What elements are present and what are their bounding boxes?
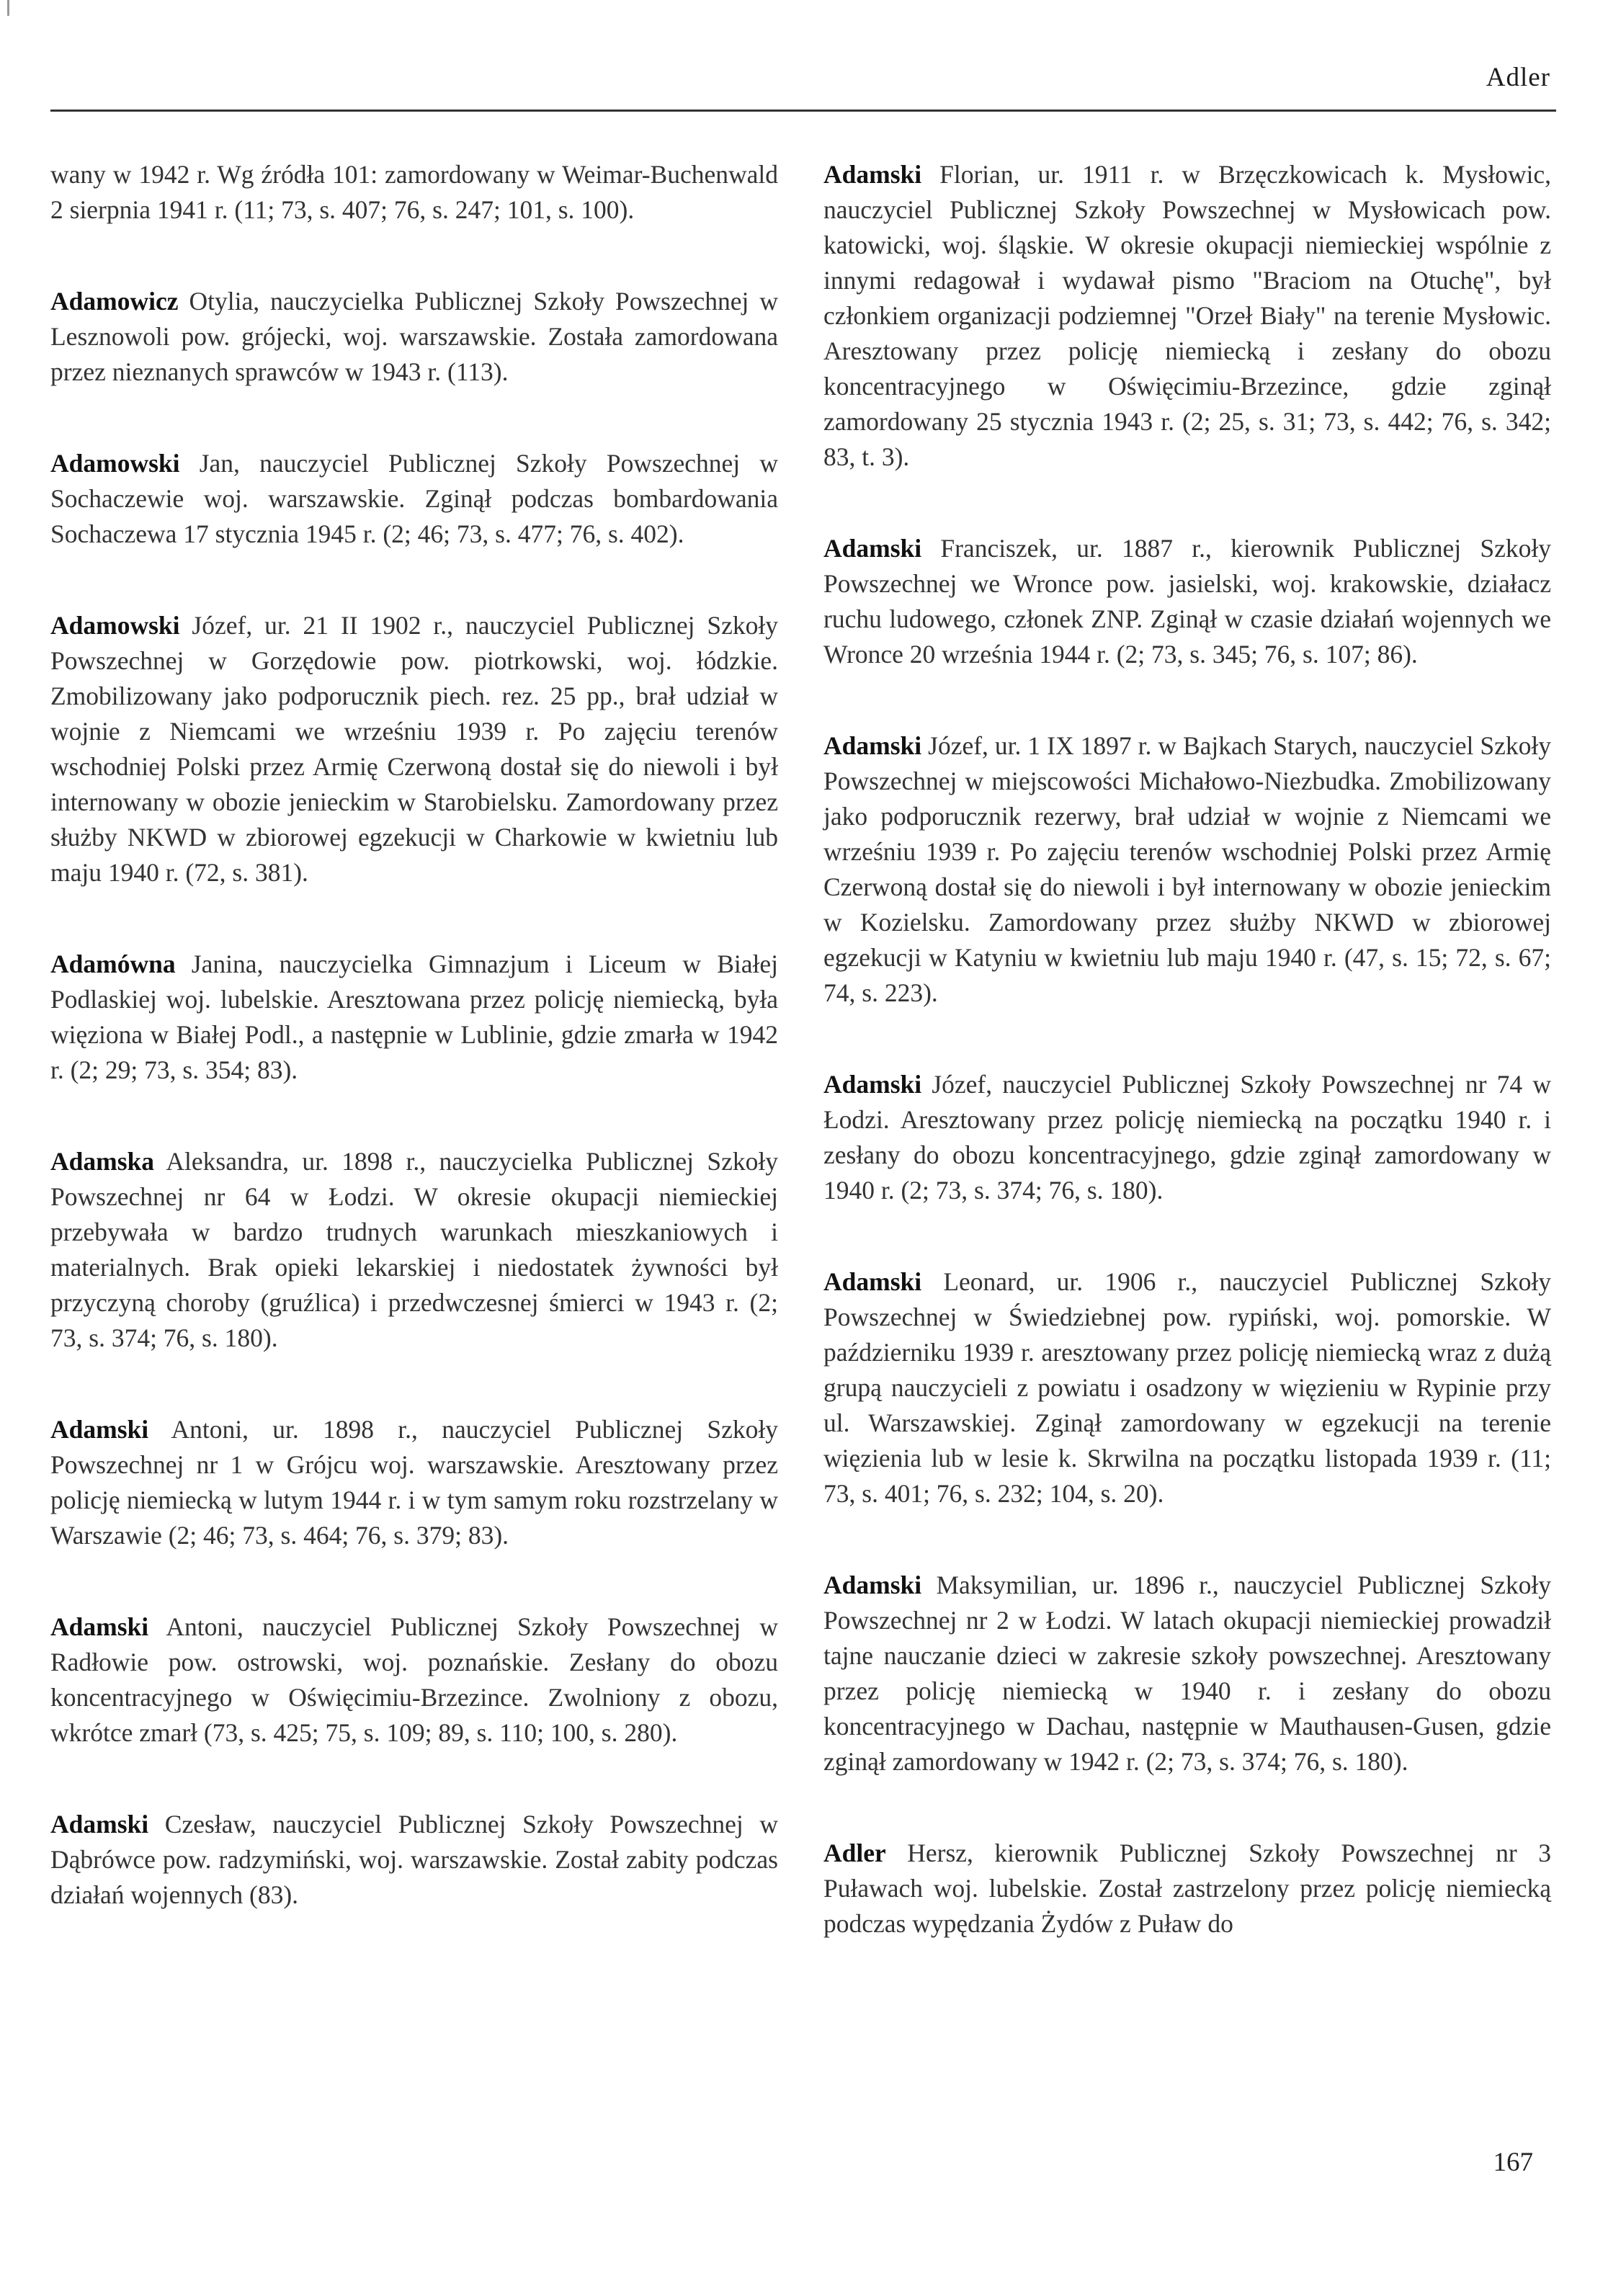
entry-text: Aleksandra, ur. 1898 r., nauczycielka Publicznej Szkoły Powszechnej nr 64 w Łodzi. W okresie okupacji niemieckiej przebywała w bardzo trudnych warunkach mieszkaniowych i materialnych. Brak opieki lekarskiej i niedostatek żywności był przyczyną choroby (gruźlica) i przedwczesnej śmierci w 1943 r. (2; 73, s. 374; 76, s. 180). bbox=[50, 1147, 778, 1352]
left-column bbox=[50, 157, 778, 1969]
entry-text: Janina, nauczycielka Gimnazjum i Liceum w Białej Podlaskiej woj. lubelskie. Aresztowana przez policję niemiecką, była więziona w Białej Podl., a następnie w Lublinie, gdzie zmarła w 1942 r. (2; 29; 73, s. 354; 83). bbox=[50, 950, 778, 1084]
entry-text: Hersz, kierownik Publicznej Szkoły Powszechnej nr 3 Puławach woj. lubelskie. Został zastrzelony przez policję niemiecką podczas wypędzania Żydów z Puław do bbox=[823, 1839, 1551, 1938]
entry-surname: Adamówna bbox=[50, 950, 176, 978]
entry-surname: Adamski bbox=[823, 1267, 922, 1296]
running-head: Adler bbox=[1486, 63, 1550, 92]
entry bbox=[50, 608, 778, 890]
page-number: 167 bbox=[1493, 2148, 1533, 2177]
entry bbox=[50, 1412, 778, 1553]
entry bbox=[50, 284, 778, 390]
entry bbox=[823, 1264, 1551, 1511]
entry bbox=[50, 1144, 778, 1356]
entry-surname: Adamowski bbox=[50, 611, 180, 640]
entry-text: Antoni, nauczyciel Publicznej Szkoły Powszechnej w Radłowie pow. ostrowski, woj. poznańskie. Zesłany do obozu koncentracyjnego w Oświęcimiu-Brzezince. Zwolniony z obozu, wkrótce zmarł (73, s. 425; 75, s. 109; 89, s. 110; 100, s. 280). bbox=[50, 1612, 778, 1747]
entry-text: wany w 1942 r. Wg źródła 101: zamordowany w Weimar-Buchenwald 2 sierpnia 1941 r. (11; 73, s. 407; 76, s. 247; 101, s. 100). bbox=[50, 160, 778, 224]
entry bbox=[50, 1807, 778, 1913]
scan-edge-mark bbox=[7, 0, 9, 16]
entry-surname: Adamski bbox=[823, 160, 922, 189]
entry-surname: Adamski bbox=[823, 534, 922, 563]
entry-surname: Adamski bbox=[823, 1070, 922, 1099]
entry-text: Leonard, ur. 1906 r., nauczyciel Publicznej Szkoły Powszechnej w Świedziebnej pow. rypiński, woj. pomorskie. W październiku 1939 r. aresztowany przez policję niemiecką wraz z dużą grupą nauczycieli z powiatu i osadzony w więzieniu w Rypinie przy ul. Warszawskiej. Zginął zamordowany w egzekucji na terenie więzienia lub w lesie k. Skrwilna na początku listopada 1939 r. (11; 73, s. 401; 76, s. 232; 104, s. 20). bbox=[823, 1267, 1551, 1508]
entry bbox=[50, 446, 778, 552]
entry bbox=[823, 1836, 1551, 1942]
entry-surname: Adamski bbox=[50, 1810, 149, 1839]
entry bbox=[823, 157, 1551, 475]
entry-surname: Adamski bbox=[823, 731, 922, 760]
entry-surname: Adamski bbox=[50, 1415, 149, 1444]
entry-text: Czesław, nauczyciel Publicznej Szkoły Powszechnej w Dąbrówce pow. radzymiński, woj. warszawskie. Został zabity podczas działań wojennych (83). bbox=[50, 1810, 778, 1909]
entry-surname: Adamowicz bbox=[50, 287, 179, 316]
entry-text: Franciszek, ur. 1887 r., kierownik Publicznej Szkoły Powszechnej we Wronce pow. jasielski, woj. krakowskie, działacz ruchu ludowego, członek ZNP. Zginął w czasie działań wojennych we Wronce 20 września 1944 r. (2; 73, s. 345; 76, s. 107; 86). bbox=[823, 534, 1551, 669]
entry-text: Jan, nauczyciel Publicznej Szkoły Powszechnej w Sochaczewie woj. warszawskie. Zginął podczas bombardowania Sochaczewa 17 stycznia 1945 r. (2; 46; 73, s. 477; 76, s. 402). bbox=[50, 449, 778, 548]
right-column bbox=[823, 157, 1551, 1998]
entry-text: Antoni, ur. 1898 r., nauczyciel Publicznej Szkoły Powszechnej nr 1 w Grójcu woj. warszawskie. Aresztowany przez policję niemiecką w lutym 1944 r. i w tym samym roku rozstrzelany w Warszawie (2; 46; 73, s. 464; 76, s. 379; 83). bbox=[50, 1415, 778, 1550]
entry-surname: Adamski bbox=[823, 1571, 922, 1599]
header-rule bbox=[50, 110, 1556, 112]
entry bbox=[823, 531, 1551, 672]
entry-surname: Adler bbox=[823, 1839, 886, 1867]
entry-text: Maksymilian, ur. 1896 r., nauczyciel Publicznej Szkoły Powszechnej nr 2 w Łodzi. W latach okupacji niemieckiej prowadził tajne nauczanie dzieci w zakresie szkoły powszechnej. Aresztowany przez policję niemiecką w 1940 r. i zesłany do obozu koncentracyjnego w Dachau, następnie w Mauthausen-Gusen, gdzie zginął zamordowany w 1942 r. (2; 73, s. 374; 76, s. 180). bbox=[823, 1571, 1551, 1776]
entry-text: Józef, ur. 1 IX 1897 r. w Bajkach Starych, nauczyciel Szkoły Powszechnej w miejscowości Michałowo-Niezbudka. Zmobilizowany jako podporucznik rezerwy, brał udział w wojnie z Niemcami we wrześniu 1939 r. Po zajęciu terenów wschodniej Polski przez Armię Czerwoną dostał się do niewoli i był internowany w obozie jenieckim w Kozielsku. Zamordowany przez służby NKWD w zbiorowej egzekucji w Katyniu w kwietniu lub maju 1940 r. (47, s. 15; 72, s. 67; 74, s. 223). bbox=[823, 731, 1551, 1007]
entry-text: Józef, nauczyciel Publicznej Szkoły Powszechnej nr 74 w Łodzi. Aresztowany przez policję niemiecką na początku 1940 r. i zesłany do obozu koncentracyjnego, gdzie zginął zamordowany w 1940 r. (2; 73, s. 374; 76, s. 180). bbox=[823, 1070, 1551, 1205]
entry-text: Florian, ur. 1911 r. w Brzęczkowicach k. Mysłowic, nauczyciel Publicznej Szkoły Powszechnej w Mysłowicach pow. katowicki, woj. śląskie. W okresie okupacji niemieckiej wspólnie z innymi redagował i wydawał pismo "Braciom na Otuchę", był członkiem organizacji podziemnej "Orzeł Biały" na terenie Mysłowic. Aresztowany przez policję niemiecką i zesłany do obozu koncentracyjnego w Oświęcimiu-Brzezince, gdzie zginął zamordowany 25 stycznia 1943 r. (2; 25, s. 31; 73, s. 442; 76, s. 342; 83, t. 3). bbox=[823, 160, 1551, 471]
entry bbox=[823, 1568, 1551, 1779]
entry bbox=[50, 157, 778, 228]
entry-surname: Adamska bbox=[50, 1147, 155, 1176]
entry bbox=[823, 1067, 1551, 1208]
entry-text: Józef, ur. 21 II 1902 r., nauczyciel Publicznej Szkoły Powszechnej w Gorzędowie pow. piotrkowski, woj. łódzkie. Zmobilizowany jako podporucznik piech. rez. 25 pp., brał udział w wojnie z Niemcami we wrześniu 1939 r. Po zajęciu terenów wschodniej Polski przez Armię Czerwoną dostał się do niewoli i był internowany w obozie jenieckim w Starobielsku. Zamordowany przez służby NKWD w zbiorowej egzekucji w Charkowie w kwietniu lub maju 1940 r. (72, s. 381). bbox=[50, 611, 778, 887]
entry bbox=[823, 728, 1551, 1011]
entry-surname: Adamowski bbox=[50, 449, 180, 478]
entry bbox=[50, 947, 778, 1088]
entry bbox=[50, 1609, 778, 1751]
entry-text: Otylia, nauczycielka Publicznej Szkoły Powszechnej w Lesznowoli pow. grójecki, woj. warszawskie. Została zamordowana przez nieznanych sprawców w 1943 r. (113). bbox=[50, 287, 778, 386]
entry-surname: Adamski bbox=[50, 1612, 149, 1641]
